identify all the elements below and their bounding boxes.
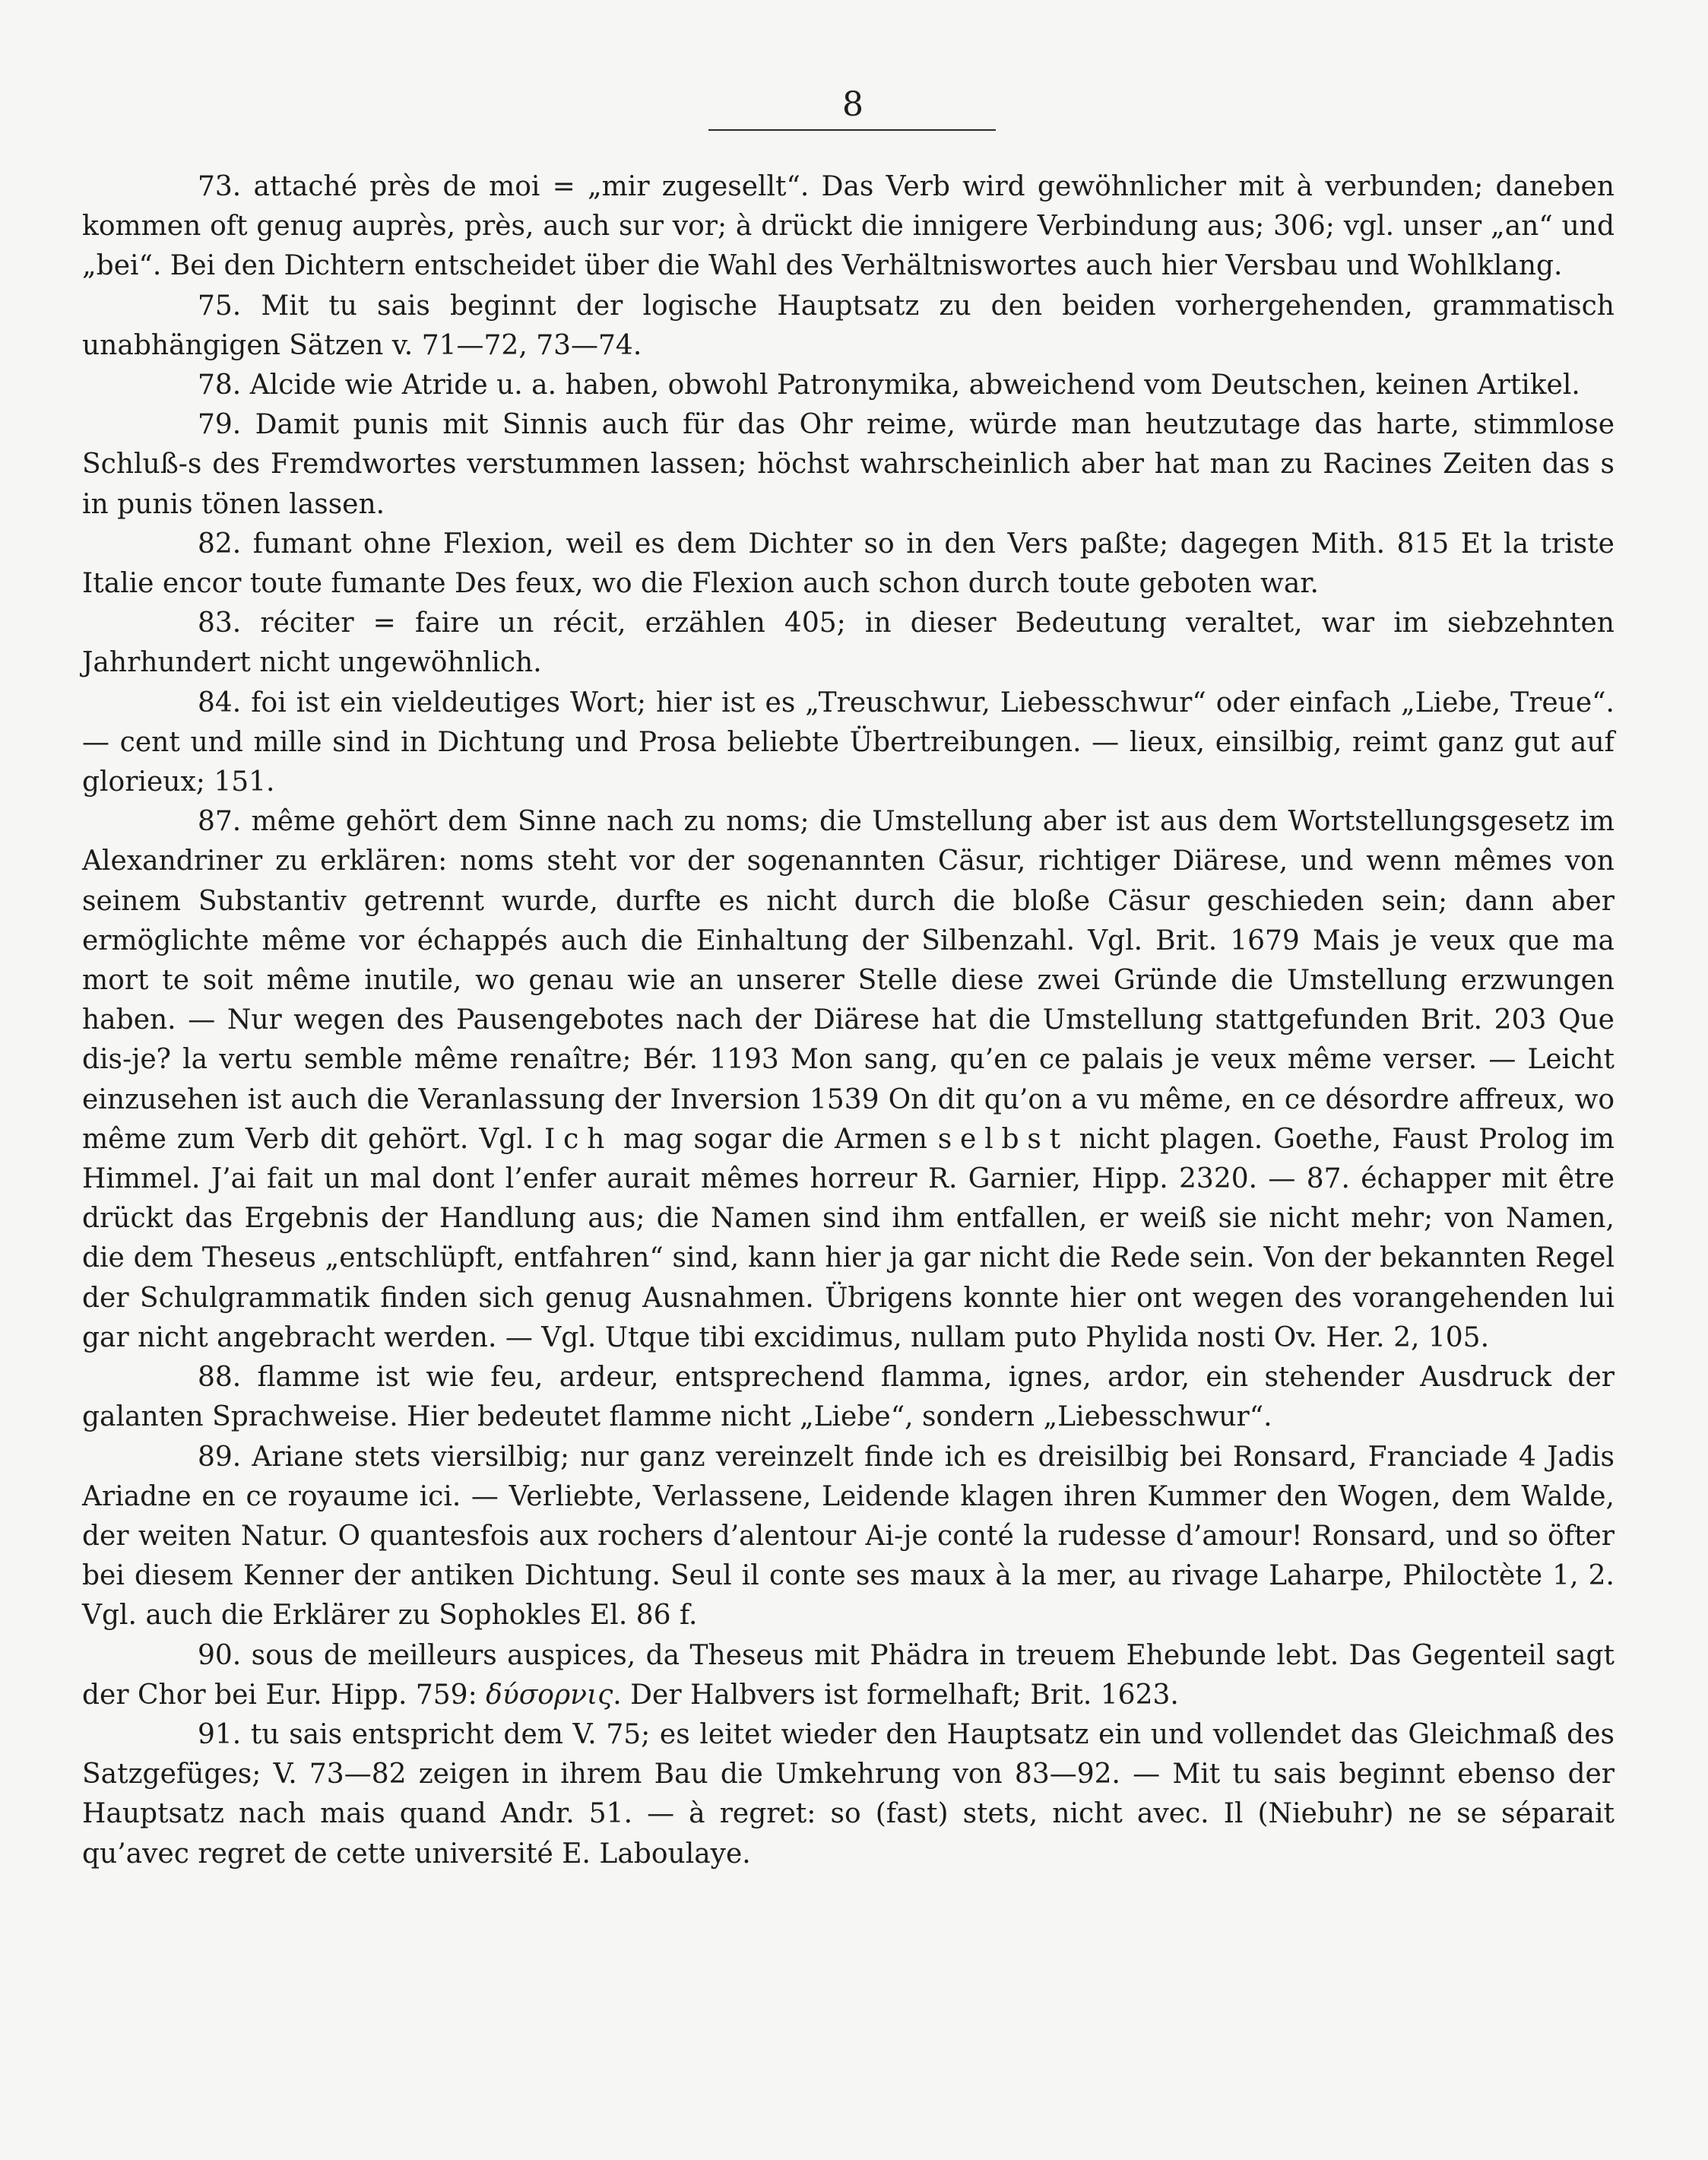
note-87-part-3: nicht plagen. Goethe, Faust Prolog im Himmel. J’ai fait un mal dont l’enfer aurait mêmes horreur R. Garnier, Hipp. 2320. — 87. échapper mit être drückt das Ergebnis der Handlung aus; die Namen sind ihm entfallen, er weiß sie nicht mehr; von Namen, die dem Theseus „entschlüpft, entfahren“ sind, kann hier ja gar nicht die Rede sein. Von der bekannten Regel der Schulgrammatik finden sich genug Ausnahmen. Übrigens konnte hier ont wegen des vorangehenden lui gar nicht angebracht werden. — Vgl. Utque tibi excidimus, nullam puto Phylida nosti Ov. Her. 2, 105.: [82, 1123, 1615, 1353]
note-82: 82. fumant ohne Flexion, weil es dem Dichter so in den Vers paßte; dagegen Mith. 815 Et la triste Italie encor toute fumante Des feux, wo die Flexion auch schon durch toute geboten war.: [82, 528, 1615, 600]
note-90: [82, 1636, 1615, 1715]
note-91: 91. tu sais entspricht dem V. 75; es leitet wieder den Hauptsatz ein und vollendet das Gleichmaß des Satzgefüges; V. 73—82 zeigen in ihrem Bau die Umkehrung von 83—92. — Mit tu sais beginnt ebenso der Hauptsatz nach mais quand Andr. 51. — à regret: so (fast) stets, nicht avec. Il (Niebuhr) ne se séparait qu’avec regret de cette université E. Laboulaye.: [82, 1718, 1615, 1870]
note-73: 73. attaché près de moi = „mir zugesellt“. Das Verb wird gewöhnlicher mit à verbunden; daneben kommen oft genug auprès, près, auch sur vor; à drückt die innigere Verbindung aus; 306; vgl. unser „an“ und „bei“. Bei den Dichtern entscheidet über die Wahl des Verhältniswortes auch hier Versbau und Wohlklang.: [82, 171, 1615, 282]
note-87-spaced-selbst: selbst: [937, 1123, 1069, 1155]
page-number: 8: [842, 85, 864, 124]
note-90-greek-word: δύσορνις: [486, 1679, 613, 1711]
note-88: 88. flamme ist wie feu, ardeur, entsprechend flamma, ignes, ardor, ein stehender Ausdruck der galanten Sprachweise. Hier bedeutet flamme nicht „Liebe“, sondern „Liebesschwur“.: [82, 1362, 1615, 1433]
note-83: 83. réciter = faire un récit, erzählen 405; in dieser Bedeutung veraltet, war im siebzehnten Jahrhundert nicht ungewöhnlich.: [82, 607, 1615, 679]
note-87-spaced-ich: Ich: [544, 1123, 613, 1155]
note-89: 89. Ariane stets viersilbig; nur ganz vereinzelt finde ich es dreisilbig bei Ronsard, Franciade 4 Jadis Ariadne en ce royaume ici. — Verliebte, Verlassene, Leidende klagen ihren Kummer den Wogen, dem Walde, der weiten Natur. O quantesfois aux rochers d’alentour Ai-je conté la rudesse d’amour! Ronsard, und so öfter bei diesem Kenner der antiken Dichtung. Seul il conte ses maux à la mer, au rivage Laharpe, Philoctète 1, 2. Vgl. auch die Erklärer zu Sophokles El. 86 f.: [82, 1441, 1615, 1632]
note-75: 75. Mit tu sais beginnt der logische Hauptsatz zu den beiden vorhergehenden, grammatisch unabhängigen Sätzen v. 71—72, 73—74.: [82, 290, 1615, 361]
note-90-part-1: 90. sous de meilleurs auspices, da Theseus mit Phädra in treuem Ehebunde lebt. Das Gegenteil sagt der Chor bei Eur. Hipp. 759:: [82, 1639, 1615, 1711]
note-87-part-2: mag sogar die Armen: [613, 1123, 938, 1155]
note-90-part-2: . Der Halbvers ist formelhaft; Brit. 1623.: [613, 1679, 1179, 1711]
commentary-notes: [82, 167, 1615, 1874]
note-78: 78. Alcide wie Atride u. a. haben, obwohl Patronymika, abweichend vom Deutschen, keinen Artikel.: [198, 370, 1580, 401]
note-84: 84. foi ist ein vieldeutiges Wort; hier ist es „Treuschwur, Liebesschwur“ oder einfach „Liebe, Treue“. — cent und mille sind in Dichtung und Prosa beliebte Übertreibungen. — lieux, einsilbig, reimt ganz gut auf glorieux; 151.: [82, 687, 1615, 798]
note-79: 79. Damit punis mit Sinnis auch für das Ohr reime, würde man heutzutage das harte, stimmlose Schluß-s des Fremdwortes verstummen lassen; höchst wahrscheinlich aber hat man zu Racines Zeiten das s in punis tönen lassen.: [82, 409, 1615, 520]
note-87-part-1: 87. même gehört dem Sinne nach zu noms; die Umstellung aber ist aus dem Wortstellungsgesetz im Alexandriner zu erklären: noms steht vor der sogenannten Cäsur, richtiger Diärese, und wenn mêmes von seinem Substantiv getrennt wurde, durfte es nicht durch die bloße Cäsur geschieden sein; dann aber ermöglichte même vor échappés auch die Einhaltung der Silbenzahl. Vgl. Brit. 1679 Mais je veux que ma mort te soit même inutile, wo genau wie an unserer Stelle diese zwei Gründe die Umstellung erzwungen haben. — Nur wegen des Pausengebotes nach der Diärese hat die Umstellung stattgefunden Brit. 203 Que dis-je? la vertu semble même renaître; Bér. 1193 Mon sang, qu’en ce palais je veux même verser. — Leicht einzusehen ist auch die Veranlassung der Inversion 1539 On dit qu’on a vu même, en ce désordre affreux, wo même zum Verb dit gehört. Vgl.: [82, 806, 1615, 1155]
note-87: [82, 802, 1615, 1358]
header-rule: [708, 129, 996, 131]
